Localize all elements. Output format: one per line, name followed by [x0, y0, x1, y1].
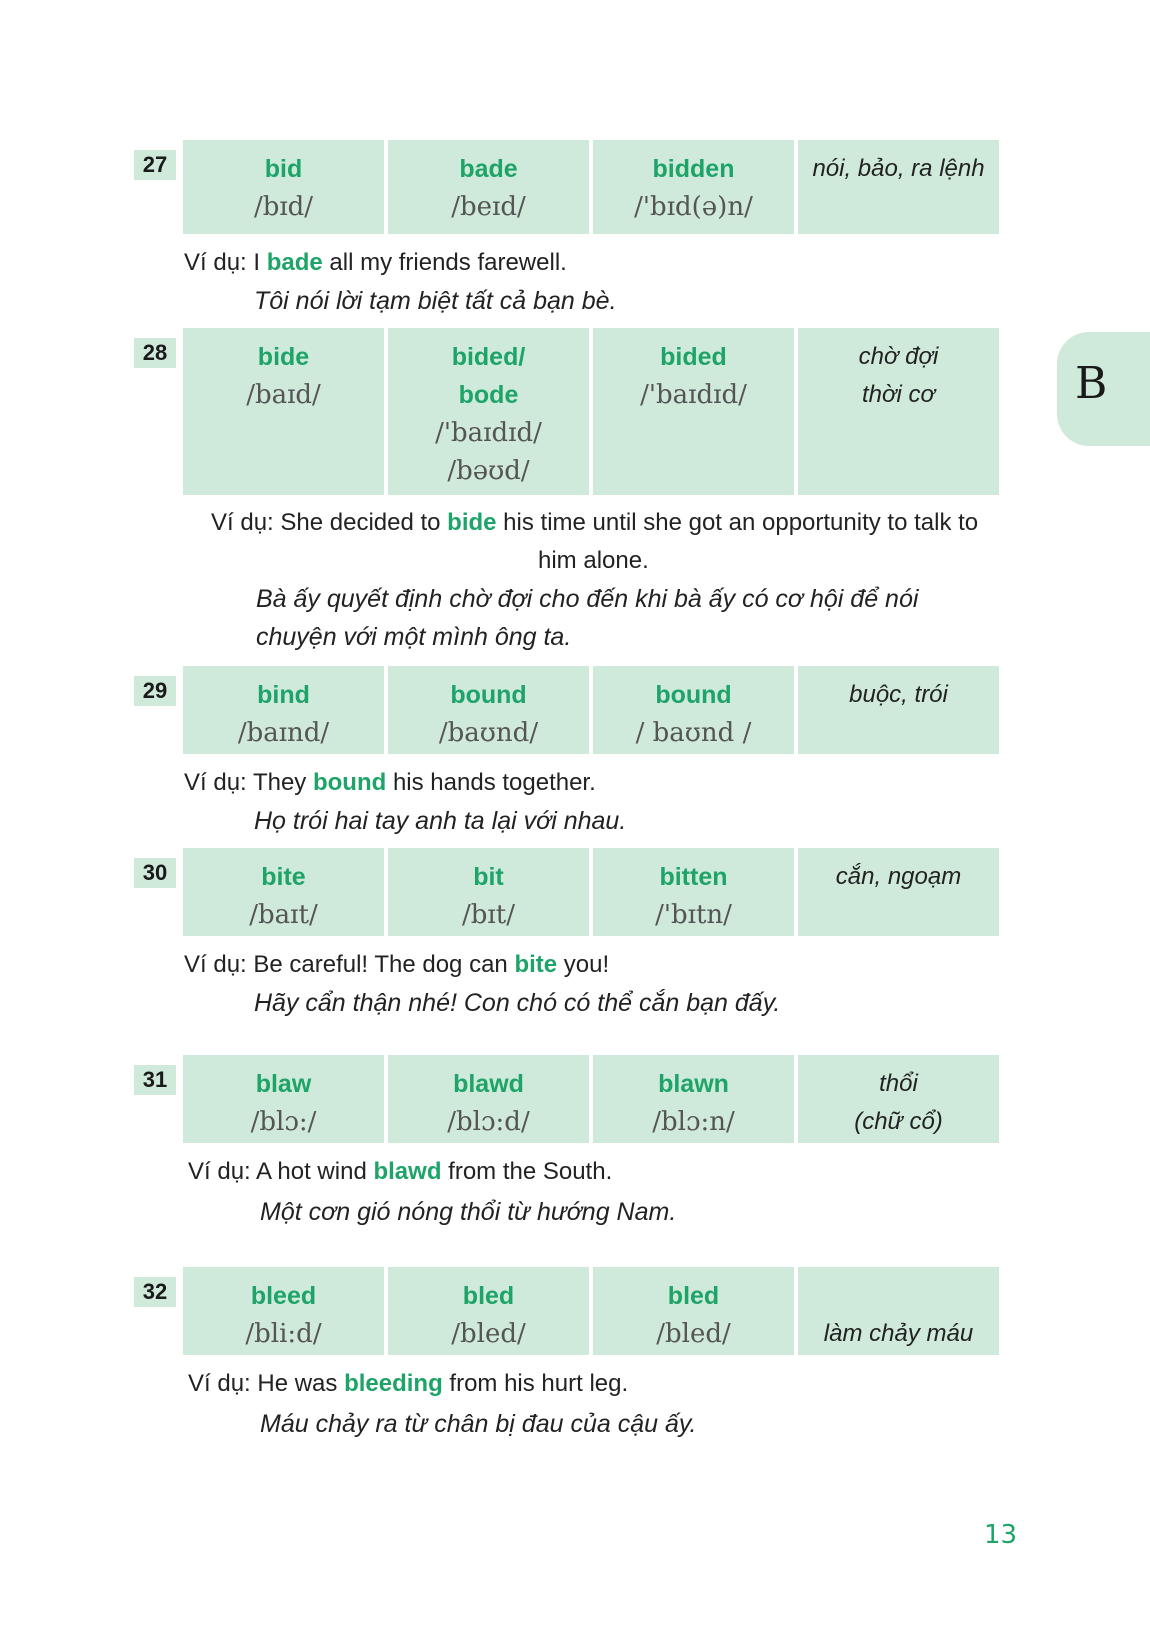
meaning: thổi	[879, 1070, 918, 1097]
example-highlight: blawd	[373, 1158, 442, 1185]
past-participle: bound	[655, 681, 732, 709]
example-suffix: from his hurt leg.	[442, 1370, 629, 1397]
meaning-line2: thời cơ	[861, 381, 936, 408]
base-form-cell	[183, 1267, 384, 1355]
example-translation: Hãy cẩn thận nhé! Con chó có thể cắn bạn đấy.	[254, 989, 781, 1017]
verb-forms-row	[183, 1267, 999, 1355]
verb-forms-row	[183, 666, 999, 754]
past-form-cell	[388, 328, 589, 495]
example-sentence	[211, 504, 978, 542]
example-suffix: his hands together.	[386, 769, 596, 796]
example-sentence	[184, 946, 609, 984]
base-ipa: /bli:d/	[245, 1319, 322, 1349]
base-form: blaw	[255, 1070, 312, 1098]
example-prefix: Ví dụ: I	[184, 249, 267, 276]
meaning-cell	[798, 848, 999, 936]
example-sentence	[184, 764, 596, 802]
meaning-cell	[798, 1267, 999, 1355]
past-ipa: /'baɪdɪd/	[435, 418, 542, 448]
past-participle-ipa: /'baɪdɪd/	[640, 380, 747, 410]
past-form-cell	[388, 140, 589, 234]
base-ipa: /baɪt/	[249, 900, 318, 930]
example-prefix: Ví dụ: Be careful! The dog can	[184, 951, 515, 978]
meaning: buộc, trói	[849, 681, 948, 708]
past-form: bided/	[451, 343, 526, 371]
meaning: nói, bảo, ra lệnh	[812, 155, 985, 182]
past-form-cell	[388, 1055, 589, 1143]
meaning-line2: (chữ cổ)	[854, 1108, 943, 1135]
example-highlight: bite	[514, 951, 558, 978]
verb-forms-row	[183, 328, 999, 495]
example-prefix: Ví dụ: She decided to	[211, 509, 448, 536]
past-participle-ipa: / baʊnd /	[635, 718, 752, 748]
past-participle: bidden	[652, 155, 735, 183]
page-number: 13	[984, 1520, 1018, 1550]
meaning-cell	[798, 666, 999, 754]
past-participle-cell	[593, 1055, 794, 1143]
past-form: bled	[462, 1282, 515, 1310]
example-sentence	[184, 244, 567, 282]
example-suffix: from the South.	[441, 1158, 613, 1185]
verb-forms-row	[183, 848, 999, 936]
base-form-cell	[183, 328, 384, 495]
past-participle-ipa: /blɔ:n/	[652, 1107, 735, 1137]
entry-number: 32	[134, 1277, 176, 1307]
example-suffix: his time until she got an opportunity to talk to	[496, 509, 979, 536]
example-translation: Họ trói hai tay anh ta lại với nhau.	[254, 807, 627, 835]
base-ipa: /baɪd/	[246, 380, 321, 410]
entry-number: 27	[134, 150, 176, 180]
base-form-cell	[183, 848, 384, 936]
base-form-cell	[183, 1055, 384, 1143]
base-form-cell	[183, 666, 384, 754]
past-participle: blawn	[658, 1070, 729, 1098]
past-participle-cell	[593, 1267, 794, 1355]
past-ipa-alt: /bəʊd/	[447, 456, 530, 486]
base-ipa: /bɪd/	[253, 192, 314, 222]
past-form: blawd	[453, 1070, 524, 1098]
past-ipa: /beɪd/	[451, 192, 526, 222]
example-sentence	[188, 1153, 612, 1191]
example-highlight: bleeding	[344, 1370, 443, 1397]
base-form: bide	[257, 343, 310, 371]
past-participle: bided	[660, 343, 727, 371]
example-translation: Tôi nói lời tạm biệt tất cả bạn bè.	[254, 287, 617, 315]
example-translation: Bà ấy quyết định chờ đợi cho đến khi bà ấy có cơ hội để nói	[256, 585, 919, 613]
past-ipa: /bɪt/	[462, 900, 515, 930]
past-ipa: /blɔ:d/	[447, 1107, 530, 1137]
meaning-cell	[798, 1055, 999, 1143]
past-participle-cell	[593, 666, 794, 754]
base-form: bid	[264, 155, 303, 183]
meaning-cell	[798, 328, 999, 495]
past-participle: bitten	[659, 863, 728, 891]
past-form-cell	[388, 848, 589, 936]
entry-number: 29	[134, 676, 176, 706]
example-highlight: bide	[447, 509, 497, 536]
section-letter: B	[1075, 358, 1108, 409]
example-suffix: all my friends farewell.	[322, 249, 567, 276]
past-ipa: /bled/	[451, 1319, 526, 1349]
example-highlight: bound	[312, 769, 387, 796]
example-sentence-line2: him alone.	[538, 547, 649, 574]
meaning: cắn, ngoạm	[835, 863, 962, 890]
past-form-alt: bode	[458, 381, 519, 409]
example-prefix: Ví dụ: He was	[188, 1370, 345, 1397]
verb-forms-row	[183, 1055, 999, 1143]
base-form: bleed	[250, 1282, 317, 1310]
example-suffix: you!	[557, 951, 610, 978]
meaning: làm chảy máu	[823, 1320, 974, 1347]
entry-number: 28	[134, 338, 176, 368]
past-participle-ipa: /'bɪtn/	[655, 900, 732, 930]
past-participle-ipa: /bled/	[656, 1319, 731, 1349]
past-participle-ipa: /'bɪd(ə)n/	[634, 192, 753, 222]
base-ipa: /blɔ:/	[250, 1107, 317, 1137]
past-form: bound	[450, 681, 527, 709]
past-participle: bled	[667, 1282, 720, 1310]
past-participle-cell	[593, 848, 794, 936]
entry-number: 31	[134, 1065, 176, 1095]
example-sentence	[188, 1365, 628, 1403]
base-form: bite	[261, 863, 306, 891]
base-form: bind	[257, 681, 310, 709]
example-highlight: bade	[266, 249, 323, 276]
past-form: bit	[473, 863, 504, 891]
past-form: bade	[459, 155, 518, 183]
base-ipa: /baɪnd/	[237, 718, 330, 748]
verb-forms-row	[183, 140, 999, 234]
example-translation: Một cơn gió nóng thổi từ hướng Nam.	[260, 1198, 677, 1226]
meaning: chờ đợi	[858, 343, 939, 370]
section-tab	[1057, 332, 1150, 446]
base-form-cell	[183, 140, 384, 234]
example-translation: Máu chảy ra từ chân bị đau của cậu ấy.	[260, 1410, 697, 1438]
example-translation-line2: chuyện với một mình ông ta.	[256, 623, 572, 651]
past-participle-cell	[593, 140, 794, 234]
past-ipa: /baʊnd/	[438, 718, 539, 748]
meaning-cell	[798, 140, 999, 234]
example-prefix: Ví dụ: A hot wind	[188, 1158, 374, 1185]
past-form-cell	[388, 1267, 589, 1355]
past-form-cell	[388, 666, 589, 754]
past-participle-cell	[593, 328, 794, 495]
example-prefix: Ví dụ: They	[184, 769, 313, 796]
entry-number: 30	[134, 858, 176, 888]
